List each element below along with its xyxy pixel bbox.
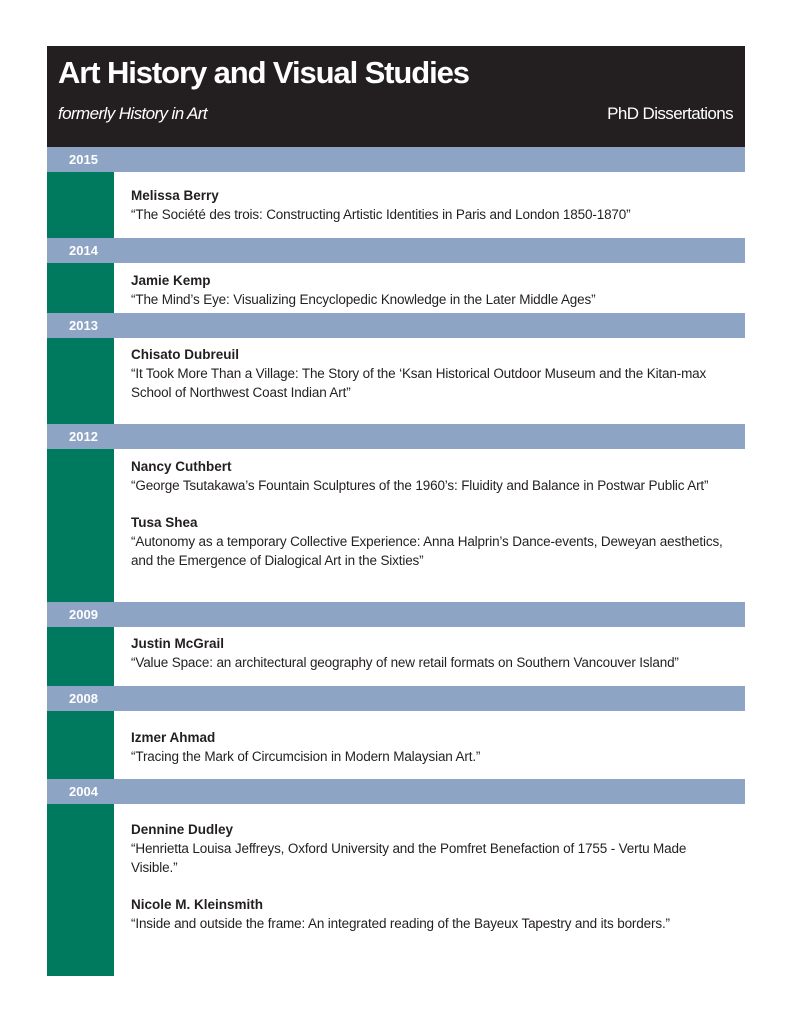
year-section-2013	[47, 313, 745, 424]
author-name: Jamie Kemp	[131, 273, 211, 288]
year-section-2015	[47, 147, 745, 238]
year-label: 2013	[47, 313, 745, 338]
dissertation-title: “The Mind’s Eye: Visualizing Encyclopedic Knowledge in the Later Middle Ages”	[131, 292, 596, 307]
year-label: 2012	[47, 424, 745, 449]
year-section-2014	[47, 238, 745, 313]
dissertation-title: “Autonomy as a temporary Collective Experience: Anna Halprin’s Dance-events, Deweyan aesthetics, and the Emergence of Dialogical Art in the Sixties”	[131, 534, 723, 568]
green-strip	[47, 172, 114, 238]
year-label: 2004	[47, 779, 745, 804]
year-section-2012	[47, 424, 745, 602]
author-name: Chisato Dubreuil	[131, 347, 240, 362]
year-label: 2014	[47, 238, 745, 263]
dissertation-title: “Tracing the Mark of Circumcision in Modern Malaysian Art.”	[131, 749, 481, 764]
dissertation-entry	[131, 346, 733, 402]
page-subtitle: formerly History in Art	[58, 104, 207, 123]
dissertation-title: “Inside and outside the frame: An integrated reading of the Bayeux Tapestry and its borders.”	[131, 916, 670, 931]
green-strip	[47, 804, 114, 976]
author-name: Tusa Shea	[131, 515, 198, 530]
author-name: Izmer Ahmad	[131, 730, 216, 745]
dissertation-title: “George Tsutakawa’s Fountain Sculptures of the 1960’s: Fluidity and Balance in Postwar Public Art”	[131, 478, 709, 493]
dissertation-list	[47, 147, 745, 976]
page-title: Art History and Visual Studies	[58, 55, 469, 90]
green-strip	[47, 449, 114, 602]
dissertation-entry	[131, 635, 733, 672]
page-header	[47, 46, 745, 147]
green-strip	[47, 627, 114, 686]
green-strip	[47, 338, 114, 424]
dissertation-title: “The Société des trois: Constructing Artistic Identities in Paris and London 1850-1870”	[131, 207, 631, 222]
author-name: Justin McGrail	[131, 636, 225, 651]
dissertation-entry	[131, 458, 733, 495]
dissertation-title: “Value Space: an architectural geography of new retail formats on Southern Vancouver Island”	[131, 655, 679, 670]
author-name: Nicole M. Kleinsmith	[131, 897, 264, 912]
green-strip	[47, 711, 114, 779]
green-strip	[47, 263, 114, 313]
year-label: 2015	[47, 147, 745, 172]
dissertation-entry	[131, 729, 733, 766]
year-label: 2008	[47, 686, 745, 711]
document-type-label: PhD Dissertations	[607, 104, 733, 123]
dissertation-entry	[131, 514, 733, 570]
author-name: Melissa Berry	[131, 188, 219, 203]
author-name: Dennine Dudley	[131, 822, 234, 837]
dissertation-entry	[131, 272, 733, 309]
year-section-2009	[47, 602, 745, 686]
year-label: 2009	[47, 602, 745, 627]
year-section-2008	[47, 686, 745, 779]
dissertation-entry	[131, 821, 733, 877]
dissertation-title: “It Took More Than a Village: The Story of the ‘Ksan Historical Outdoor Museum and the Kitan-max School of Northwest Coast Indian Art”	[131, 366, 707, 400]
dissertation-title: “Henrietta Louisa Jeffreys, Oxford University and the Pomfret Benefaction of 1755 - Vertu Made Visible.”	[131, 841, 687, 875]
year-section-2004	[47, 779, 745, 976]
dissertation-entry	[131, 896, 733, 933]
author-name: Nancy Cuthbert	[131, 459, 232, 474]
dissertation-entry	[131, 187, 733, 224]
